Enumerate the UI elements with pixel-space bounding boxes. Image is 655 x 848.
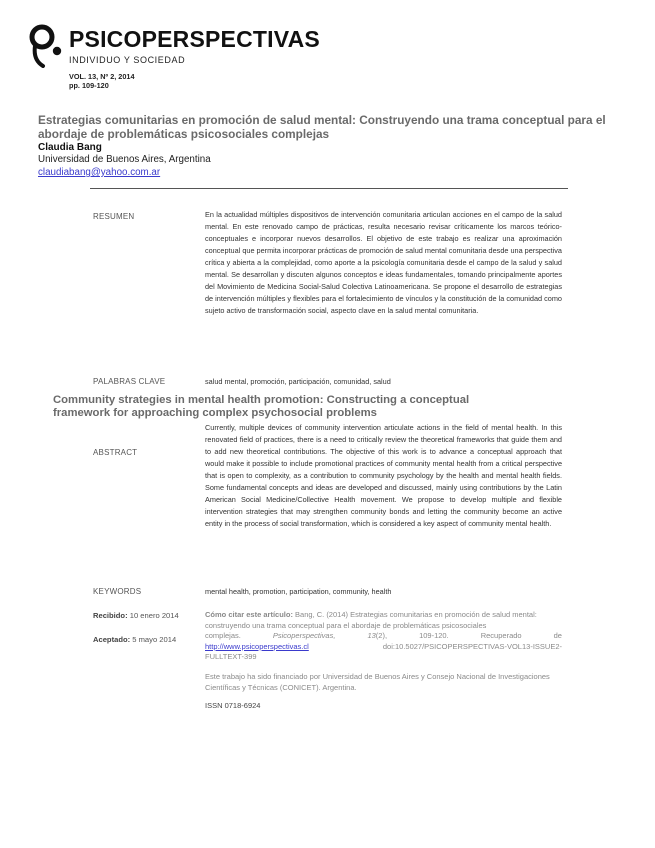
received-label: Recibido: <box>93 611 128 620</box>
citation-pages: 109-120. <box>419 631 449 640</box>
abstract-label: ABSTRACT <box>93 448 138 457</box>
resumen-label: RESUMEN <box>93 212 135 221</box>
citation-journal: Psicoperspectivas, <box>272 631 336 640</box>
citation-issue: (2), <box>375 631 388 640</box>
article-title-es: Estrategias comunitarias en promoción de salud mental: Construyendo una trama conceptual para el abordaje de problemáticas psicosociales complejas <box>38 113 606 141</box>
funding-note: Este trabajo ha sido financiado por Universidad de Buenos Aires y Consejo Nacional de Investigaciones Científicas y Técnicas (CONICET). Argentina. <box>205 672 550 692</box>
issn: ISSN 0718-6924 <box>205 701 261 710</box>
author-name: Claudia Bang <box>38 142 102 153</box>
journal-subtitle: INDIVIDUO Y SOCIEDAD <box>69 55 186 65</box>
accepted-label: Aceptado: <box>93 635 131 644</box>
received-value: 10 enero 2014 <box>129 611 179 620</box>
palabras-clave-label: PALABRAS CLAVE <box>93 377 166 386</box>
received-date <box>93 611 179 620</box>
citation-block <box>205 610 562 663</box>
palabras-clave-text: salud mental, promoción, participación, comunidad, salud <box>205 377 391 386</box>
accepted-date <box>93 635 176 644</box>
abstract-text: Currently, multiple devices of community intervention articulate actions in the field of mental health. In this renovated field of practices, there is a need to critically review the theoretical frameworks that guide them and to add new theoretical contributions. The objective of this work is to advance a conceptual approach that would make it possible to include promotional practices of community mental health from a critical perspective that is open to complexity, as a contribution to community psychology by the health and mental health fields. Some fundamental concepts and ideas are developed and discussed, mainly using contributions by the Latin American Social Medicine/Collective Health movement. We propose to develop multiple and flexible intervention strategies that may strengthen community bonds and letting the community become an active entity in the process of social transformation, which is considered a key aspect of community mental health. <box>205 423 562 529</box>
citation-label: Cómo citar este artículo: <box>205 610 293 619</box>
journal-website-link[interactable]: http://www.psicoperspectivas.cl <box>205 641 309 651</box>
author-affiliation: Universidad de Buenos Aires, Argentina <box>38 154 211 165</box>
citation-link-row <box>205 642 562 653</box>
citation-word: complejas. <box>205 631 241 640</box>
citation-row <box>205 631 562 642</box>
citation-doi: doi:10.5027/PSICOPERSPECTIVAS-VOL13-ISSUE2- <box>382 641 562 651</box>
volume-info <box>69 72 135 90</box>
citation-from: de <box>553 631 562 640</box>
article-title-en: Community strategies in mental health promotion: Constructing a conceptual framework for approaching complex psychosocial problems <box>53 394 470 419</box>
keywords-label: KEYWORDS <box>93 587 142 596</box>
citation-intro <box>205 610 562 631</box>
citation-text: Bang, C. (2014) Estrategias comunitarias en promoción de salud mental: construyendo una trama conceptual para el abordaje de problemáticas psicosociales <box>205 610 537 630</box>
citation-volume <box>367 631 387 642</box>
journal-logo-icon <box>27 22 67 68</box>
journal-name: PSICOPERSPECTIVAS <box>69 26 320 52</box>
resumen-text: En la actualidad múltiples dispositivos de intervención comunitaria articulan acciones en el campo de la salud mental. En este renovado campo de prácticas, resulta necesario revisar críticamente los marcos teórico-conceptuales e incorporar nuevos desarrollos. El objetivo de este trabajo es realizar una aproximación conceptual que permita incorporar prácticas de promoción de salud mental comunitaria desde una perspectiva crítica y abierta a la complejidad, como aporte a la psicología comunitaria desde el campo de la salud y salud mental. Se desarrollan y discuten algunos conceptos e ideas fundamentales, tomando principalmente aportes del Movimiento de Medicina Social-Salud Colectiva Latinoamericana. Se propone el desarrollo de estrategias de intervención múltiples y flexibles para el fortalecimiento de vínculos y la constitución de la comunidad como sujeto activo de transformación social, aspecto clave en la salud mental comunitaria. <box>205 210 562 316</box>
divider <box>90 188 568 189</box>
citation-volume-number: 13 <box>367 631 376 640</box>
keywords-text: mental health, promotion, participation, community, health <box>205 587 392 596</box>
page-range: pp. 109-120 <box>69 81 109 91</box>
volume-number: VOL. 13, Nº 2, 2014 <box>69 72 135 81</box>
accepted-value: 5 mayo 2014 <box>132 635 177 644</box>
author-email-link[interactable]: claudiabang@yahoo.com.ar <box>38 167 161 178</box>
citation-retrieved: Recuperado <box>480 631 522 640</box>
citation-doi-end: FULLTEXT-399 <box>205 652 257 661</box>
